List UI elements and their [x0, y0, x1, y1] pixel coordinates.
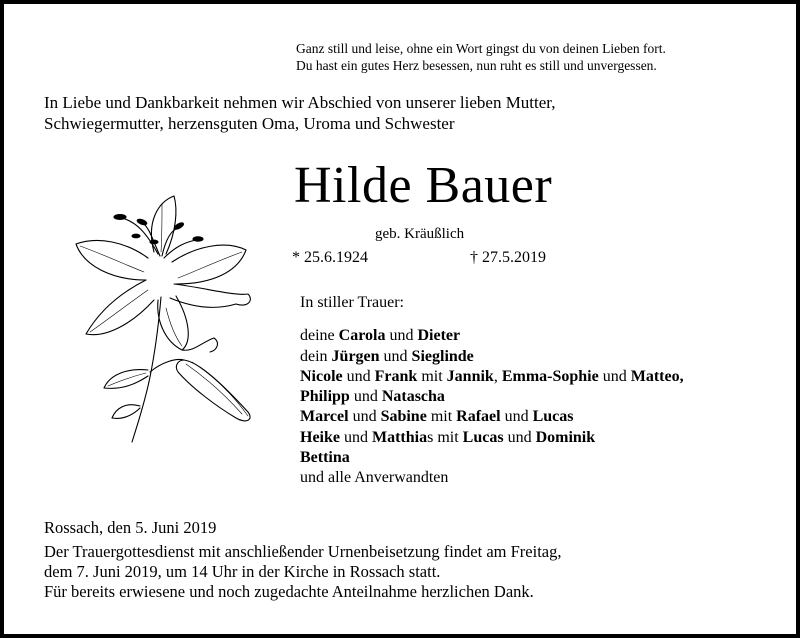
mourner-name: Bettina [300, 449, 350, 467]
maiden-name: geb. Kräußlich [375, 226, 465, 242]
connector-text: mit [417, 367, 447, 385]
mourner-line [300, 468, 780, 488]
service-details [44, 518, 784, 602]
mourner-name: Heike [300, 428, 340, 446]
connector-text: und [503, 428, 536, 446]
farewell-intro [44, 92, 764, 134]
connector-text: mit [426, 408, 457, 426]
mourner-name: Lucas [462, 428, 504, 446]
mourner-name: Sabine [380, 408, 427, 426]
poem-line: Du hast ein gutes Herz besessen, nun ruht es still und unvergessen. [296, 58, 657, 73]
death-date: † 27.5.2019 [470, 249, 546, 266]
service-line: Der Trauergottesdienst mit anschließender Urnenbeisetzung findet am Freitag, [44, 542, 562, 561]
intro-line: In Liebe und Dankbarkeit nehmen wir Abschied von unserer lieben Mutter, [44, 93, 556, 112]
thanks-line: Für bereits erwiesene und noch zugedachte Anteilnahme herzlichen Dank. [44, 582, 534, 601]
mourner-name: Philipp [300, 388, 350, 406]
mourner-name: Matthia [372, 428, 428, 446]
mourner-name: Jannik [446, 367, 494, 385]
connector-text: und [379, 347, 412, 365]
connector-text: und [500, 408, 533, 426]
connector-text: und [348, 408, 381, 426]
connector-text: und [385, 327, 418, 345]
connector-text: und [349, 388, 382, 406]
connector-text: und [340, 428, 372, 446]
mourner-name: Lucas [532, 408, 574, 426]
mourner-line [300, 448, 780, 468]
mourner-name: Natascha [381, 388, 445, 406]
relation-text: deine [300, 327, 339, 345]
mourner-line [300, 367, 780, 387]
place-and-date: Rossach, den 5. Juni 2019 [44, 518, 217, 537]
mourner-line [300, 347, 780, 367]
connector-text: und [598, 367, 631, 385]
mourners-list [300, 293, 780, 489]
mourner-line [300, 407, 780, 427]
mourner-line [300, 326, 780, 346]
mourner-name: Dieter [417, 327, 461, 345]
mourner-name: Carola [338, 327, 386, 345]
service-line: dem 7. Juni 2019, um 14 Uhr in der Kirche in Rossach statt. [44, 562, 441, 581]
mourner-name: Nicole [300, 367, 343, 385]
mourner-name: Matteo, [630, 367, 684, 385]
birth-date: * 25.6.1924 [292, 249, 368, 266]
mourner-name: Rafael [456, 408, 501, 426]
lily-flower-icon [66, 192, 262, 448]
connector-text: und [342, 367, 375, 385]
mourner-name: Marcel [300, 408, 349, 426]
mourner-name: Emma-Sophie [501, 367, 599, 385]
mourner-name: Dominik [535, 428, 596, 446]
deceased-name: Hilde Bauer [294, 157, 553, 214]
mourner-name: Jürgen [331, 347, 380, 365]
intro-line: Schwiegermutter, herzensguten Oma, Uroma und Schwester [44, 114, 455, 133]
poem-line: Ganz still und leise, ohne ein Wort gingst du von deinen Lieben fort. [296, 41, 666, 56]
mourning-heading: In stiller Trauer: [300, 294, 404, 311]
mourner-name: Frank [374, 367, 418, 385]
connector-text: s mit [427, 428, 463, 446]
mourner-line [300, 387, 780, 407]
relatives-text: und alle Anverwandten [300, 469, 449, 487]
relation-text: dein [300, 347, 332, 365]
memorial-poem [296, 40, 776, 74]
mourner-line [300, 428, 780, 448]
mourner-name: Sieglinde [411, 347, 474, 365]
connector-text: , [493, 367, 502, 385]
